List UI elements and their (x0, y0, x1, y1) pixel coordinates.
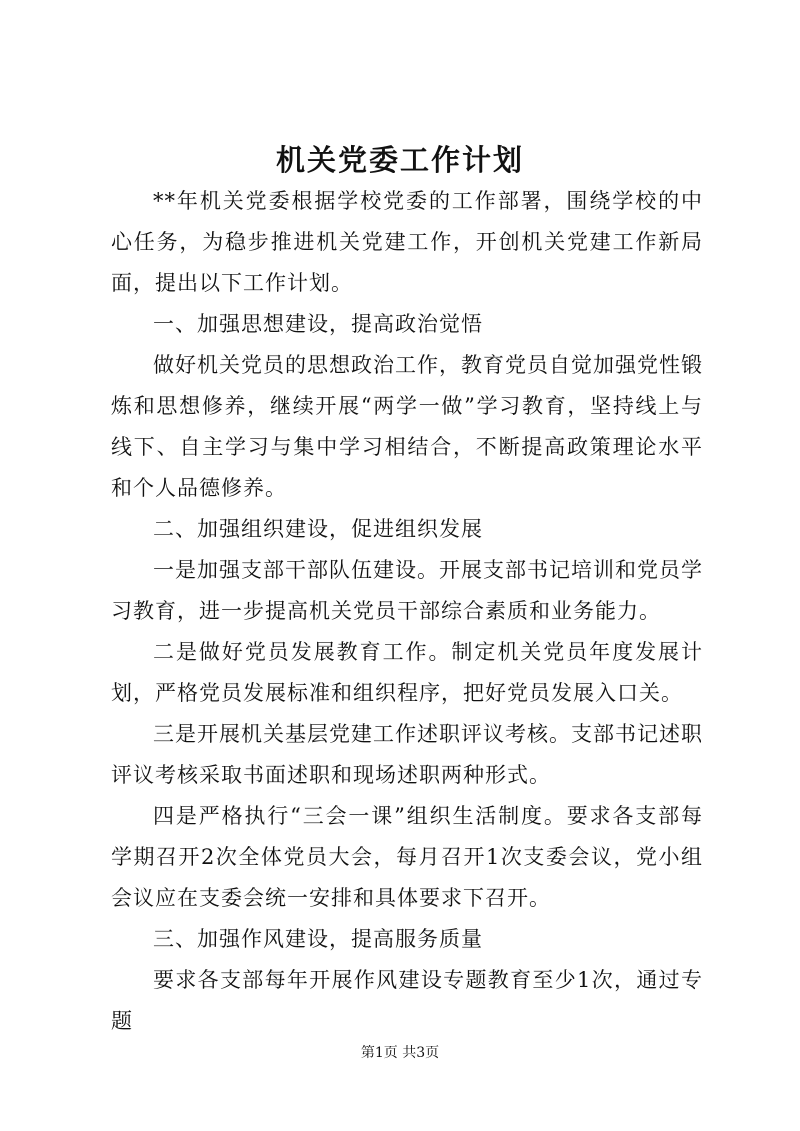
paragraph-item-2: 二是做好党员发展教育工作。制定机关党员年度发展计划，严格党员发展标准和组织程序，把好党员发展入口关。 (111, 640, 703, 705)
paragraph-item-3: 三是开展机关基层党建工作述职评议考核。支部书记述职评议考核采取书面述职和现场述职两种形式。 (111, 722, 703, 787)
paragraph-intro: **年机关党委根据学校党委的工作部署，围绕学校的中心任务，为稳步推进机关党建工作，开创机关党建工作新局面，提出以下工作计划。 (111, 189, 703, 295)
document-body (111, 181, 703, 1042)
page-number-footer: 第1页 共3页 (360, 1045, 440, 1061)
paragraph-item-4: 四是严格执行“三会一课”组织生活制度。要求各支部每学期召开2次全体党员大会，每月召开1次支委会议，党小组会议应在支委会统一安排和具体要求下召开。 (111, 804, 703, 910)
document-title: 机关党委工作计划 (275, 143, 524, 177)
paragraph-item-1: 一是加强支部干部队伍建设。开展支部书记培训和党员学习教育，进一步提高机关党员干部综合素质和业务能力。 (111, 558, 703, 623)
section-heading-style: 三、加强作风建设，提高服务质量 (153, 927, 483, 951)
paragraph-style: 要求各支部每年开展作风建设专题教育至少1次，通过专题 (111, 968, 703, 1033)
section-heading-ideology: 一、加强思想建设，提高政治觉悟 (153, 312, 483, 336)
section-heading-organization: 二、加强组织建设，促进组织发展 (153, 517, 483, 541)
paragraph-ideology: 做好机关党员的思想政治工作，教育党员自觉加强党性锻炼和思想修养，继续开展“两学一做”学习教育，坚持线上与线下、自主学习与集中学习相结合，不断提高政策理论水平和个人品德修养。 (111, 353, 703, 500)
